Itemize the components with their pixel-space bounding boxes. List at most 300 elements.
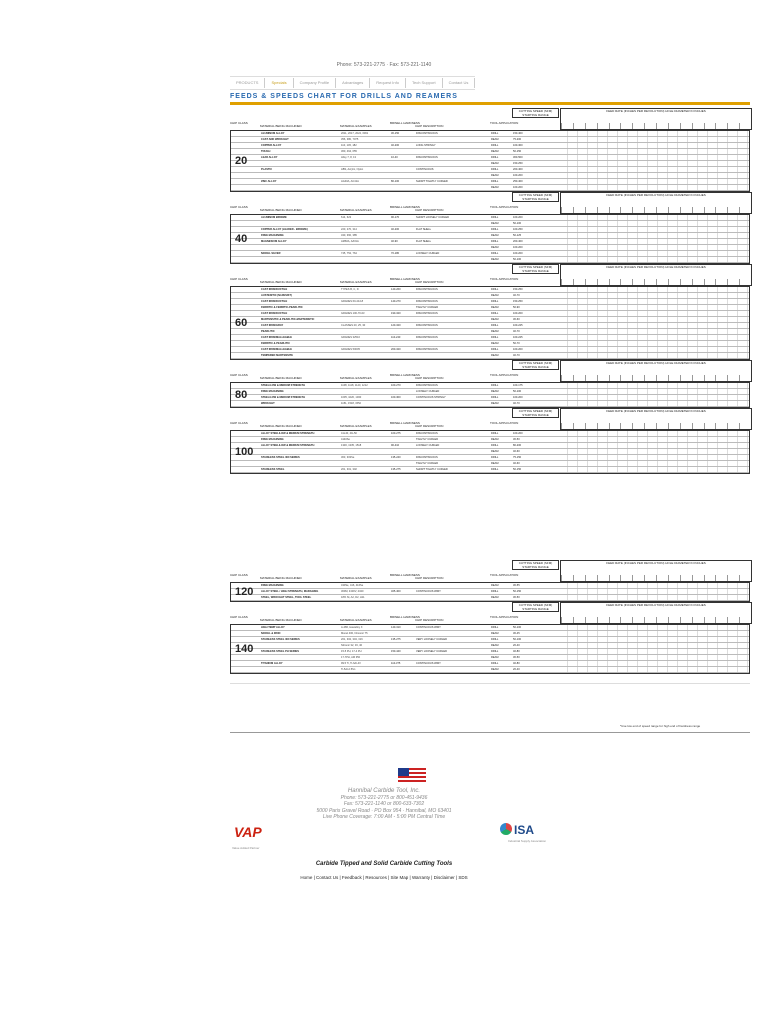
table-cell: 30-50: [513, 656, 520, 659]
company-fax: Fax: 573-221-1140 or 800-633-7302: [343, 801, 425, 807]
nav-company-profile[interactable]: Company Profile: [294, 78, 337, 88]
table-cell: TOUGH: [261, 150, 271, 153]
table-cell: REAM: [491, 402, 499, 405]
table-cell: 140-310: [391, 626, 401, 629]
table-cell: REAM: [491, 390, 499, 393]
header-chip-description: CHIP DESCRIPTION: [415, 208, 444, 212]
header-feed-rate: [560, 408, 752, 430]
table-cell: [391, 595, 416, 600]
table-cell: 200-400: [513, 240, 523, 243]
table-cell: DRILL: [491, 444, 499, 447]
table-cell: [558, 227, 749, 232]
table-cell: 135-275: [391, 468, 401, 471]
table-cell: REAM: [491, 330, 499, 333]
table-cell: 110-240: [391, 336, 401, 339]
table-cell: [231, 215, 261, 220]
table-cell: FREE MACHINING: [261, 438, 284, 441]
table-cell: [558, 167, 749, 172]
table-cell: CAST IRON/DUCTILE: [261, 300, 288, 303]
table-cell: CLASSES 20, 25, 30: [341, 324, 366, 327]
table-cell: REAM: [491, 162, 499, 165]
table-cell: [391, 341, 416, 346]
table-cell: DISCONTINUOUS: [416, 324, 438, 327]
table-cell: DISCONTINUOUS: [416, 432, 438, 435]
chip-class-number: 60: [235, 317, 248, 329]
table-cell: 40-70: [513, 354, 520, 357]
table-cell: 325-400: [391, 590, 401, 593]
header-examples: MATERIAL EXAMPLES: [340, 618, 372, 622]
table-cell: [558, 329, 749, 334]
table-cell: GRADES 60-40-18: [341, 300, 364, 303]
table-cell: WROUGHT: [261, 402, 275, 405]
table-cell: CONTINUOUS WIRY: [416, 626, 441, 629]
table-cell: CAST IRON/MALLEABLE: [261, 348, 292, 351]
header-brinell: BRINELL HARDNESS: [390, 615, 420, 619]
table-cell: 50-70: [513, 342, 520, 345]
table-cell: VERY LOOSELY CURLED: [416, 638, 447, 641]
table-cell: [416, 631, 491, 636]
table-cell: 100-200: [513, 312, 523, 315]
table-cell: [341, 245, 391, 250]
table-cell: 18% Ni, A2, D2, H11: [341, 596, 365, 599]
table-cell: REAM: [491, 462, 499, 465]
table-cell: 1330, 1335, 1518: [341, 444, 362, 447]
table-cell: DISCONTINUOUS: [416, 348, 438, 351]
table-cell: [558, 143, 749, 148]
table-cell: 150-250: [513, 162, 523, 165]
table-cell: [231, 251, 261, 256]
table-cell: [231, 245, 261, 250]
table-cell: REAM: [491, 438, 499, 441]
chip-class-number: 140: [235, 643, 254, 655]
table-cell: DRILL: [491, 396, 499, 399]
table-cell: [391, 245, 416, 250]
table-cell: ALLOY STEEL / HIGH STRENGTH, MARAGING: [261, 590, 319, 593]
header-chip-class: CHIP CLASS: [230, 205, 248, 209]
table-cell: DRILL: [491, 156, 499, 159]
table-cell: [558, 131, 749, 136]
table-cell: [416, 317, 491, 322]
header-feed-rate-label: FEED RATE (INCHES PER REVOLUTION) HOLE DIAMETER IN INCHES: [606, 409, 706, 413]
header-cutting-speed: CUTTING SPEED (SFM) STARTING RANGE: [512, 602, 559, 612]
table-cell: [416, 221, 491, 226]
table-cell: 250-400: [513, 180, 523, 183]
table-cell: [558, 455, 749, 460]
header-examples: MATERIAL EXAMPLES: [340, 424, 372, 428]
table-cell: SHORT TIGHTLY CURLED: [416, 468, 448, 471]
table-cell: AUSTENITIC (NI-RESIST): [261, 294, 292, 297]
table-cell: 50-100: [513, 390, 522, 393]
table-cell: DISCONTINUOUS: [416, 384, 438, 387]
header-examples: MATERIAL EXAMPLES: [340, 124, 372, 128]
table-cell: REAM: [491, 632, 499, 635]
header-cutting-speed: CUTTING SPEED (SFM) STARTING RANGE: [512, 108, 559, 118]
table-cell: DISCONTINUOUS: [416, 336, 438, 339]
footer-rule: [230, 732, 750, 733]
table-cell: [391, 173, 416, 178]
nav-products[interactable]: PRODUCTS: [230, 78, 265, 88]
table-rows: [230, 430, 750, 474]
table-cell: ALUMINUM ALLOY: [261, 132, 285, 135]
table-cell: Ti-5Al-2.5Sn: [341, 668, 356, 671]
table-cell: [261, 173, 341, 178]
chip-class-number: 100: [235, 446, 254, 458]
table-cell: [391, 137, 416, 142]
header-tool-application: TOOL APPLICATION: [490, 205, 519, 209]
table-cell: DISCONTINUOUS: [416, 300, 438, 303]
header-chip-class: CHIP CLASS: [230, 277, 248, 281]
header-chip-class: CHIP CLASS: [230, 421, 248, 425]
table-cell: STEEL/LOW & MEDIUM STRENGTH: [261, 384, 305, 387]
table-cell: ALLOY STEEL/LOW & MEDIUM STRENGTH: [261, 432, 315, 435]
chip-class-block: [230, 108, 750, 192]
header-material: MATERIAL BEING MACHINED: [260, 424, 302, 428]
table-cell: [558, 323, 749, 328]
chip-class-number: 40: [235, 233, 248, 245]
header-examples: MATERIAL EXAMPLES: [340, 576, 372, 580]
header-feed-rate-label: FEED RATE (INCHES PER REVOLUTION) HOLE DIAMETER IN INCHES: [606, 109, 706, 113]
table-cell: 100-200: [513, 252, 523, 255]
table-rows: [230, 382, 750, 408]
table-cell: REAM: [491, 138, 499, 141]
table-cell: [558, 625, 749, 630]
table-row: [231, 595, 749, 601]
header-brinell: BRINELL HARDNESS: [390, 205, 420, 209]
header-phone: Phone: 573-221-2775 · Fax: 573-221-1140: [336, 62, 432, 68]
table-cell: [558, 185, 749, 190]
header-chip-class: CHIP CLASS: [230, 573, 248, 577]
header-chip-description: CHIP DESCRIPTION: [415, 618, 444, 622]
chip-class-number: 20: [235, 155, 248, 167]
table-cell: 100-200: [513, 396, 523, 399]
table-cell: [231, 401, 261, 406]
table-cell: 100-200: [513, 246, 523, 249]
vap-logo[interactable]: [232, 818, 278, 850]
table-cell: [391, 353, 416, 358]
table-cell: [558, 335, 749, 340]
table-cell: 4140Se: [341, 438, 350, 441]
table-cell: REAM: [491, 174, 499, 177]
table-row: [231, 353, 749, 359]
table-cell: Monel 400, Nimonic 75: [341, 632, 368, 635]
table-cell: [416, 643, 491, 648]
table-cell: [391, 257, 416, 262]
table-cell: [416, 667, 491, 672]
table-cell: REAM: [491, 234, 499, 237]
header-material: MATERIAL BEING MACHINED: [260, 576, 302, 580]
table-cell: [558, 155, 749, 160]
table-cell: 10-40: [391, 156, 398, 159]
table-cell: LOOSELY CURLED: [416, 390, 440, 393]
table-cell: DRILL: [491, 252, 499, 255]
table-cell: [391, 667, 416, 672]
table-cell: 50-90: [513, 306, 520, 309]
table-cell: DISCONTINUOUS: [416, 288, 438, 291]
table-cell: 50-125: [513, 234, 522, 237]
table-cell: [558, 245, 749, 250]
table-cell: DRILL: [491, 662, 499, 665]
table-cell: REAM: [491, 354, 499, 357]
footer-links-text[interactable]: Home | Contact Us | Feedback | Resources | Site Map | Warranty | Disclaimer | SDS: [300, 875, 468, 880]
page-title: FEEDS & SPEEDS CHART FOR DRILLS AND REAMERS: [230, 93, 458, 100]
table-cell: [341, 449, 391, 454]
table-cell: [416, 173, 491, 178]
table-cell: [341, 305, 391, 310]
table-row: [231, 257, 749, 263]
table-cell: COPPER ALLOY (LEADED - BRONZE): [261, 228, 308, 231]
table-cell: DRILL: [491, 132, 499, 135]
table-cell: [391, 185, 416, 190]
page-break: [230, 683, 750, 684]
table-cell: DISCONTINUOUS: [416, 312, 438, 315]
table-cell: DRILL: [491, 638, 499, 641]
nav-request-info[interactable]: Request Info: [370, 78, 406, 88]
header-feed-rate-label: FEED RATE (INCHES PER REVOLUTION) HOLE DIAMETER IN INCHES: [606, 603, 706, 607]
table-cell: [558, 443, 749, 448]
table-cell: 100-200: [513, 432, 523, 435]
table-cell: [341, 185, 391, 190]
table-cell: [231, 625, 261, 630]
table-cell: TIGHTLY CURLED: [416, 438, 439, 441]
table-cell: [391, 305, 416, 310]
table-cell: TIGHTLY CURLED: [416, 306, 439, 309]
table-cell: AM60A, AZ31A: [341, 240, 359, 243]
table-cell: [558, 631, 749, 636]
table-cell: [558, 437, 749, 442]
company-address: 5000 Paris Gravel Road · PO Box 954 · Hannibal, MO 63401: [316, 807, 452, 814]
table-cell: [231, 299, 261, 304]
table-cell: 41L40, 41L50: [341, 432, 357, 435]
table-cell: 40-80: [513, 650, 520, 653]
table-header: [230, 602, 750, 624]
table-cell: 40-200: [391, 144, 400, 147]
table-cell: [231, 173, 261, 178]
table-cell: STEEL/LOW & MEDIUM STRENGTH: [261, 396, 305, 399]
table-cell: [391, 461, 416, 466]
table-cell: [231, 179, 261, 184]
header-tool-application: TOOL APPLICATION: [490, 373, 519, 377]
table-cell: 356, 380, 7075: [341, 138, 359, 141]
table-rows: [230, 582, 750, 602]
table-cell: [558, 655, 749, 660]
table-cell: DRILL: [491, 336, 499, 339]
table-cell: [558, 179, 749, 184]
table-cell: FERRITIC & PEARLITIC: [261, 342, 290, 345]
table-cell: CONTINUOUS STRINGY: [416, 396, 446, 399]
company-hours: Live Phone Coverage: 7:00 AM - 5:00 PM Central Time: [322, 814, 446, 820]
table-cell: 50-150: [513, 468, 522, 471]
table-cell: [231, 185, 261, 190]
table-cell: [261, 161, 341, 166]
table-cell: [261, 461, 341, 466]
table-cell: 40-70: [513, 294, 520, 297]
table-cell: [341, 389, 391, 394]
table-cell: DRILL: [491, 312, 499, 315]
nav-contact-us[interactable]: Contact Us: [443, 78, 476, 88]
table-cell: [558, 589, 749, 594]
table-cell: SHORT LOOSELY CURLED: [416, 216, 449, 219]
table-cell: FREE MACHINING: [261, 234, 284, 237]
header-chip-description: CHIP DESCRIPTION: [415, 424, 444, 428]
table-cell: [391, 221, 416, 226]
table-cell: 100-225: [513, 324, 523, 327]
header-material: MATERIAL BEING MACHINED: [260, 280, 302, 284]
table-cell: GRADES 32510: [341, 336, 360, 339]
table-cell: 70-180: [391, 252, 400, 255]
header-tool-application: TOOL APPLICATION: [490, 573, 519, 577]
table-cell: COPPER ALLOY: [261, 144, 282, 147]
table-cell: 110, 145, 182: [341, 144, 357, 147]
chip-class-block: [230, 192, 750, 264]
table-cell: [391, 449, 416, 454]
nav-tech-support[interactable]: Tech Support: [406, 78, 443, 88]
table-row: [231, 667, 749, 673]
table-cell: [416, 449, 491, 454]
table-cell: STAINLESS STEEL: [261, 468, 285, 471]
table-cell: TEMPERED MARTENSITE: [261, 354, 293, 357]
usa-flag-logo: [398, 768, 426, 784]
table-rows: [230, 214, 750, 264]
header-cutting-speed: CUTTING SPEED (SFM) STARTING RANGE: [512, 360, 559, 370]
table-cell: DRILL: [491, 650, 499, 653]
table-cell: 120-320: [391, 324, 401, 327]
header-examples: MATERIAL EXAMPLES: [340, 208, 372, 212]
table-cell: [231, 227, 261, 232]
table-cell: [416, 257, 491, 262]
table-cell: [261, 449, 341, 454]
table-cell: 201, 301, 302: [341, 468, 357, 471]
table-cell: DRILL: [491, 228, 499, 231]
table-cell: STAINLESS STEEL 300 SERIES: [261, 456, 300, 459]
table-cell: [416, 149, 491, 154]
header-feed-rate: [560, 264, 752, 286]
chip-class-block: [230, 264, 750, 360]
header-brinell: BRINELL HARDNESS: [390, 421, 420, 425]
chip-class-number: 120: [235, 586, 254, 598]
header-feed-rate: [560, 360, 752, 382]
table-cell: [391, 583, 416, 588]
table-cell: 20-40: [513, 668, 520, 671]
header-tool-application: TOOL APPLICATION: [490, 615, 519, 619]
table-cell: DRILL: [491, 456, 499, 459]
table-cell: 100-175: [513, 384, 523, 387]
table-cell: 50-100: [513, 626, 522, 629]
table-cell: [231, 221, 261, 226]
header-feed-rate-label: FEED RATE (INCHES PER REVOLUTION) HOLE DIAMETER IN INCHES: [606, 561, 706, 565]
table-cell: [558, 287, 749, 292]
table-cell: REAM: [491, 584, 499, 587]
table-cell: REAM: [491, 342, 499, 345]
table-cell: 150-250: [513, 300, 523, 303]
table-cell: REAM: [491, 668, 499, 671]
table-cell: [558, 353, 749, 358]
header-brinell: BRINELL HARDNESS: [390, 121, 420, 125]
table-cell: [558, 449, 749, 454]
table-cell: ALUMINUM BRONZE: [261, 216, 287, 219]
table-cell: LEAD ALLOY: [261, 156, 278, 159]
table-cell: A-286, Hastelloy X: [341, 626, 363, 629]
table-cell: 220, 270, 314: [341, 228, 357, 231]
table-cell: [391, 437, 416, 442]
feeds-speeds-table-top: [230, 108, 750, 474]
table-cell: [231, 431, 261, 436]
table-cell: [231, 353, 261, 358]
table-cell: [231, 143, 261, 148]
table-cell: [231, 667, 261, 672]
table-cell: LOOSELY CURLED: [416, 444, 440, 447]
header-tool-application: TOOL APPLICATION: [490, 121, 519, 125]
table-cell: DRILL: [491, 432, 499, 435]
table-cell: [416, 137, 491, 142]
company-phone: Phone: 573-221-2775 or 800-451-9436: [340, 794, 428, 801]
table-cell: 300-500: [513, 156, 523, 159]
table-cell: [341, 173, 391, 178]
table-cell: 40-90: [391, 240, 398, 243]
table-cell: [558, 401, 749, 406]
header-brinell: BRINELL HARDNESS: [390, 573, 420, 577]
table-cell: [391, 643, 416, 648]
table-cell: [391, 161, 416, 166]
table-cell: [231, 661, 261, 666]
table-cell: 50-150: [513, 150, 522, 153]
table-cell: CONTINUOUS WIRY: [416, 590, 441, 593]
table-cell: [558, 637, 749, 642]
header-chip-class: CHIP CLASS: [230, 615, 248, 619]
table-cell: 135-275: [391, 638, 401, 641]
table-cell: CAST IRON/GRAY: [261, 324, 284, 327]
table-cell: DISCONTINUOUS: [416, 456, 438, 459]
table-cell: DRILL: [491, 300, 499, 303]
table-cell: NICKEL & IRON: [261, 632, 281, 635]
table-cell: 140-270: [391, 300, 401, 303]
table-cell: 201, 302, 304, 316: [341, 638, 363, 641]
table-cell: CONTINUOUS WIRY: [416, 662, 441, 665]
header-material: MATERIAL BEING MACHINED: [260, 618, 302, 622]
table-cell: 30-55: [513, 584, 520, 587]
table-cell: [558, 305, 749, 310]
table-cell: [391, 233, 416, 238]
table-cell: STAINLESS STEEL PH SERIES: [261, 650, 299, 653]
table-cell: ALLOY STEEL/LOW & MEDIUM STRENGTH: [261, 444, 315, 447]
table-rows: [230, 286, 750, 360]
table-cell: [231, 305, 261, 310]
table-cell: REAM: [491, 656, 499, 659]
isa-logo[interactable]: [500, 823, 550, 853]
table-cell: 20-40: [513, 644, 520, 647]
table-cell: [231, 655, 261, 660]
table-cell: AG40A, AC41A: [341, 180, 359, 183]
table-cell: 100-270: [391, 384, 401, 387]
table-cell: [558, 239, 749, 244]
table-cell: [231, 347, 261, 352]
company-info: [0, 788, 768, 821]
isa-caption: Industrial Supply Association: [507, 839, 547, 843]
nav-specials[interactable]: Specials: [265, 78, 293, 88]
table-cell: [558, 149, 749, 154]
table-header: [230, 360, 750, 382]
header-feed-rate-label: FEED RATE (INCHES PER REVOLUTION) HOLE DIAMETER IN INCHES: [606, 193, 706, 197]
table-cell: 100-300: [513, 144, 523, 147]
header-brinell: BRINELL HARDNESS: [390, 277, 420, 281]
nav-advantages[interactable]: Advantages: [336, 78, 370, 88]
table-cell: 30-50: [513, 596, 520, 599]
table-header: [230, 192, 750, 214]
table-cell: [341, 257, 391, 262]
table-cell: [558, 293, 749, 298]
table-cell: [558, 383, 749, 388]
table-cell: 100-300: [391, 396, 401, 399]
table-cell: [231, 467, 261, 472]
